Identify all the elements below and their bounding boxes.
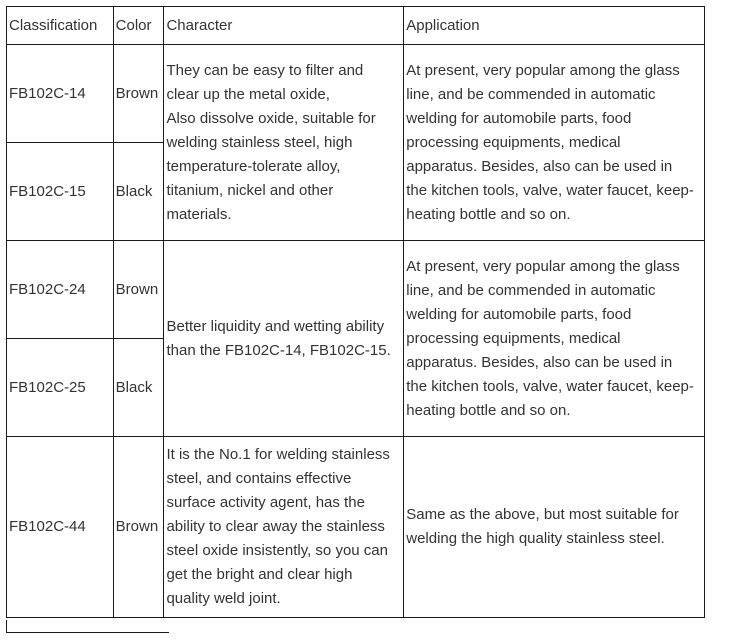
character-cell: They can be easy to filter and clear up the metal oxide, Also dissolve oxide, suitable for welding stainless steel, high temperature-tolerate alloy, titanium, nickel and other materials. bbox=[164, 45, 404, 241]
table-row bbox=[7, 45, 705, 143]
table-header-row bbox=[7, 7, 705, 45]
application-cell: Same as the above, but most suitable for welding the high quality stainless steel. bbox=[404, 437, 705, 618]
table-row bbox=[7, 437, 705, 618]
classification-cell: FB102C-24 bbox=[7, 241, 114, 339]
classification-cell: FB102C-44 bbox=[7, 437, 114, 618]
table-row bbox=[7, 241, 705, 339]
character-cell: It is the No.1 for welding stainless steel, and contains effective surface activity agent, has the ability to clear away the stainless steel oxide insistently, so you can get the bright and clear high quality weld joint. bbox=[164, 437, 404, 618]
table-bottom-border-stub bbox=[6, 620, 169, 633]
color-cell: Black bbox=[113, 143, 164, 241]
color-cell: Brown bbox=[113, 45, 164, 143]
header-color: Color bbox=[113, 7, 164, 45]
application-cell: At present, very popular among the glass line, and be commended in automatic welding for automobile parts, food processing equipments, medical apparatus. Besides, also can be used in the kitchen tools, valve, water faucet, keep- heating bottle and so on. bbox=[404, 241, 705, 437]
flux-specification-table bbox=[6, 6, 705, 618]
color-cell: Brown bbox=[113, 241, 164, 339]
header-classification: Classification bbox=[7, 7, 114, 45]
color-cell: Black bbox=[113, 339, 164, 437]
classification-cell: FB102C-14 bbox=[7, 45, 114, 143]
application-cell: At present, very popular among the glass line, and be commended in automatic welding for automobile parts, food processing equipments, medical apparatus. Besides, also can be used in the kitchen tools, valve, water faucet, keep- heating bottle and so on. bbox=[404, 45, 705, 241]
header-character: Character bbox=[164, 7, 404, 45]
color-cell: Brown bbox=[113, 437, 164, 618]
classification-cell: FB102C-25 bbox=[7, 339, 114, 437]
character-cell: Better liquidity and wetting ability than the FB102C-14, FB102C-15. bbox=[164, 241, 404, 437]
header-application: Application bbox=[404, 7, 705, 45]
classification-cell: FB102C-15 bbox=[7, 143, 114, 241]
